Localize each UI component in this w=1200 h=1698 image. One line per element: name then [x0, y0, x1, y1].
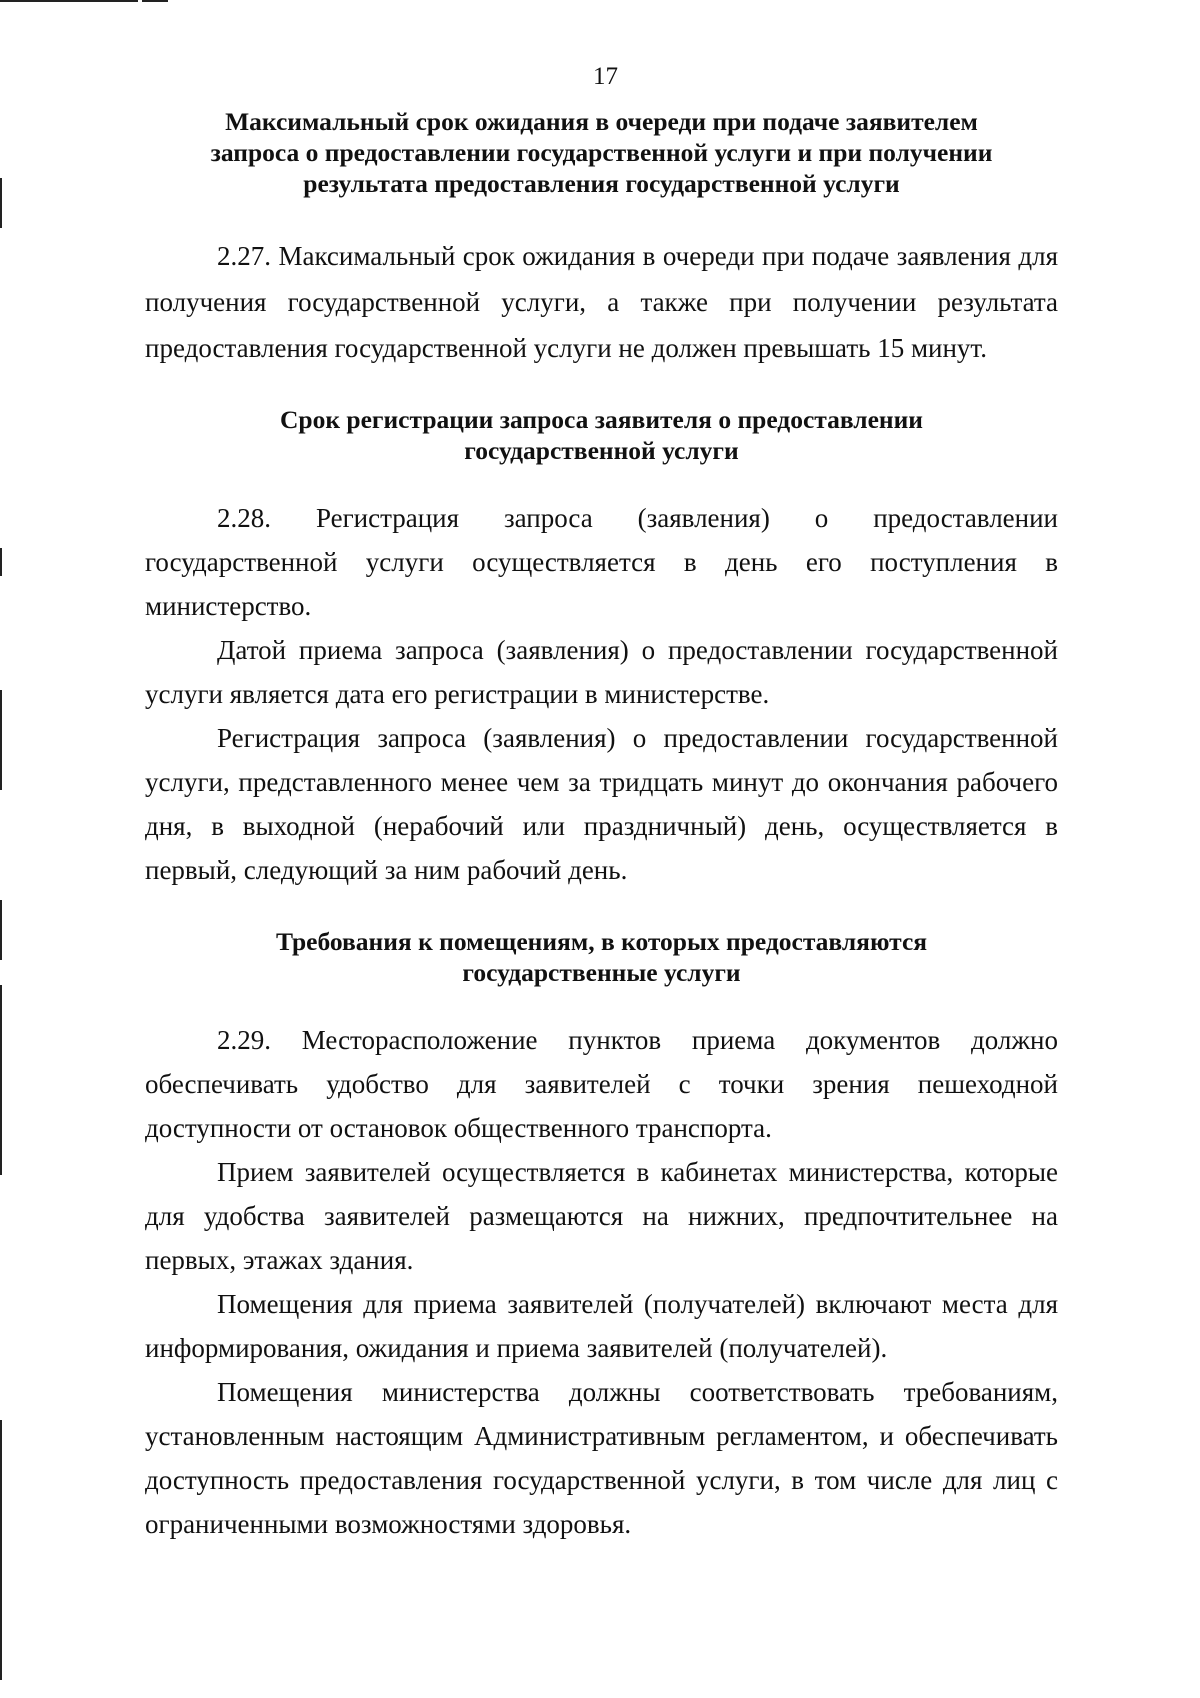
paragraph-reception-premises: Помещения для приема заявителей (получателей) включают места для информирования, ожидания и приема заявителей (получателей).: [145, 1289, 1058, 1363]
section-heading-premises-requirements: [145, 926, 1058, 988]
document-body: [145, 62, 1058, 1546]
heading-line: государственные услуги: [462, 958, 741, 987]
heading-line: запроса о предоставлении государственной услуги и при получении: [210, 138, 993, 167]
heading-line: Требования к помещениям, в которых предоставляются: [275, 927, 928, 956]
paragraph-accessibility: Помещения министерства должны соответствовать требованиям, установленным настоящим Административным регламентом, и обеспечивать доступность предоставления государственной услуги, в том числе для лиц с ограниченными возможностями здоровья.: [145, 1377, 1058, 1539]
scan-edge-mark: [0, 548, 2, 576]
paragraph-reception-offices: Прием заявителей осуществляется в кабинетах министерства, которые для удобства заявителей размещаются на нижних, предпочтительнее на первых, этажах здания.: [145, 1157, 1058, 1275]
paragraph-late-registration: Регистрация запроса (заявления) о предоставлении государственной услуги, представленного менее чем за тридцать минут до окончания рабочего дня, в выходной (нерабочий или праздничный) день, осуществляется в первый, следующий за ним рабочий день.: [145, 723, 1058, 885]
heading-line: Максимальный срок ожидания в очереди при подаче заявителем: [225, 107, 978, 136]
paragraph-2-27: 2.27. Максимальный срок ожидания в очереди при подаче заявления для получения государственной услуги, а также при получении результата предоставления государственной услуги не должен превышать 15 минут.: [145, 241, 1058, 363]
scan-edge-mark: [0, 178, 2, 228]
paragraph-acceptance-date: Датой приема запроса (заявления) о предоставлении государственной услуги является дата его регистрации в министерстве.: [145, 635, 1058, 709]
scan-edge-mark: [0, 1420, 2, 1680]
scan-edge-mark: [0, 900, 2, 960]
heading-line: Срок регистрации запроса заявителя о предоставлении: [279, 405, 924, 434]
scan-edge-mark: [142, 0, 168, 2]
section-heading-registration-term: [145, 404, 1058, 466]
paragraph-2-29: 2.29. Месторасположение пунктов приема документов должно обеспечивать удобство для заявителей с точки зрения пешеходной доступности от остановок общественного транспорта.: [145, 1025, 1058, 1143]
section-heading-waiting-time: [145, 106, 1058, 199]
paragraph-2-28: 2.28. Регистрация запроса (заявления) о предоставлении государственной услуги осуществляется в день его поступления в министерство.: [145, 503, 1058, 621]
scan-edge-mark: [0, 985, 2, 1175]
heading-line: государственной услуги: [464, 436, 739, 465]
scan-edge-mark: [0, 690, 2, 790]
page-number: 17: [593, 63, 618, 90]
heading-line: результата предоставления государственной услуги: [303, 169, 900, 198]
scan-edge-mark: [0, 0, 138, 2]
